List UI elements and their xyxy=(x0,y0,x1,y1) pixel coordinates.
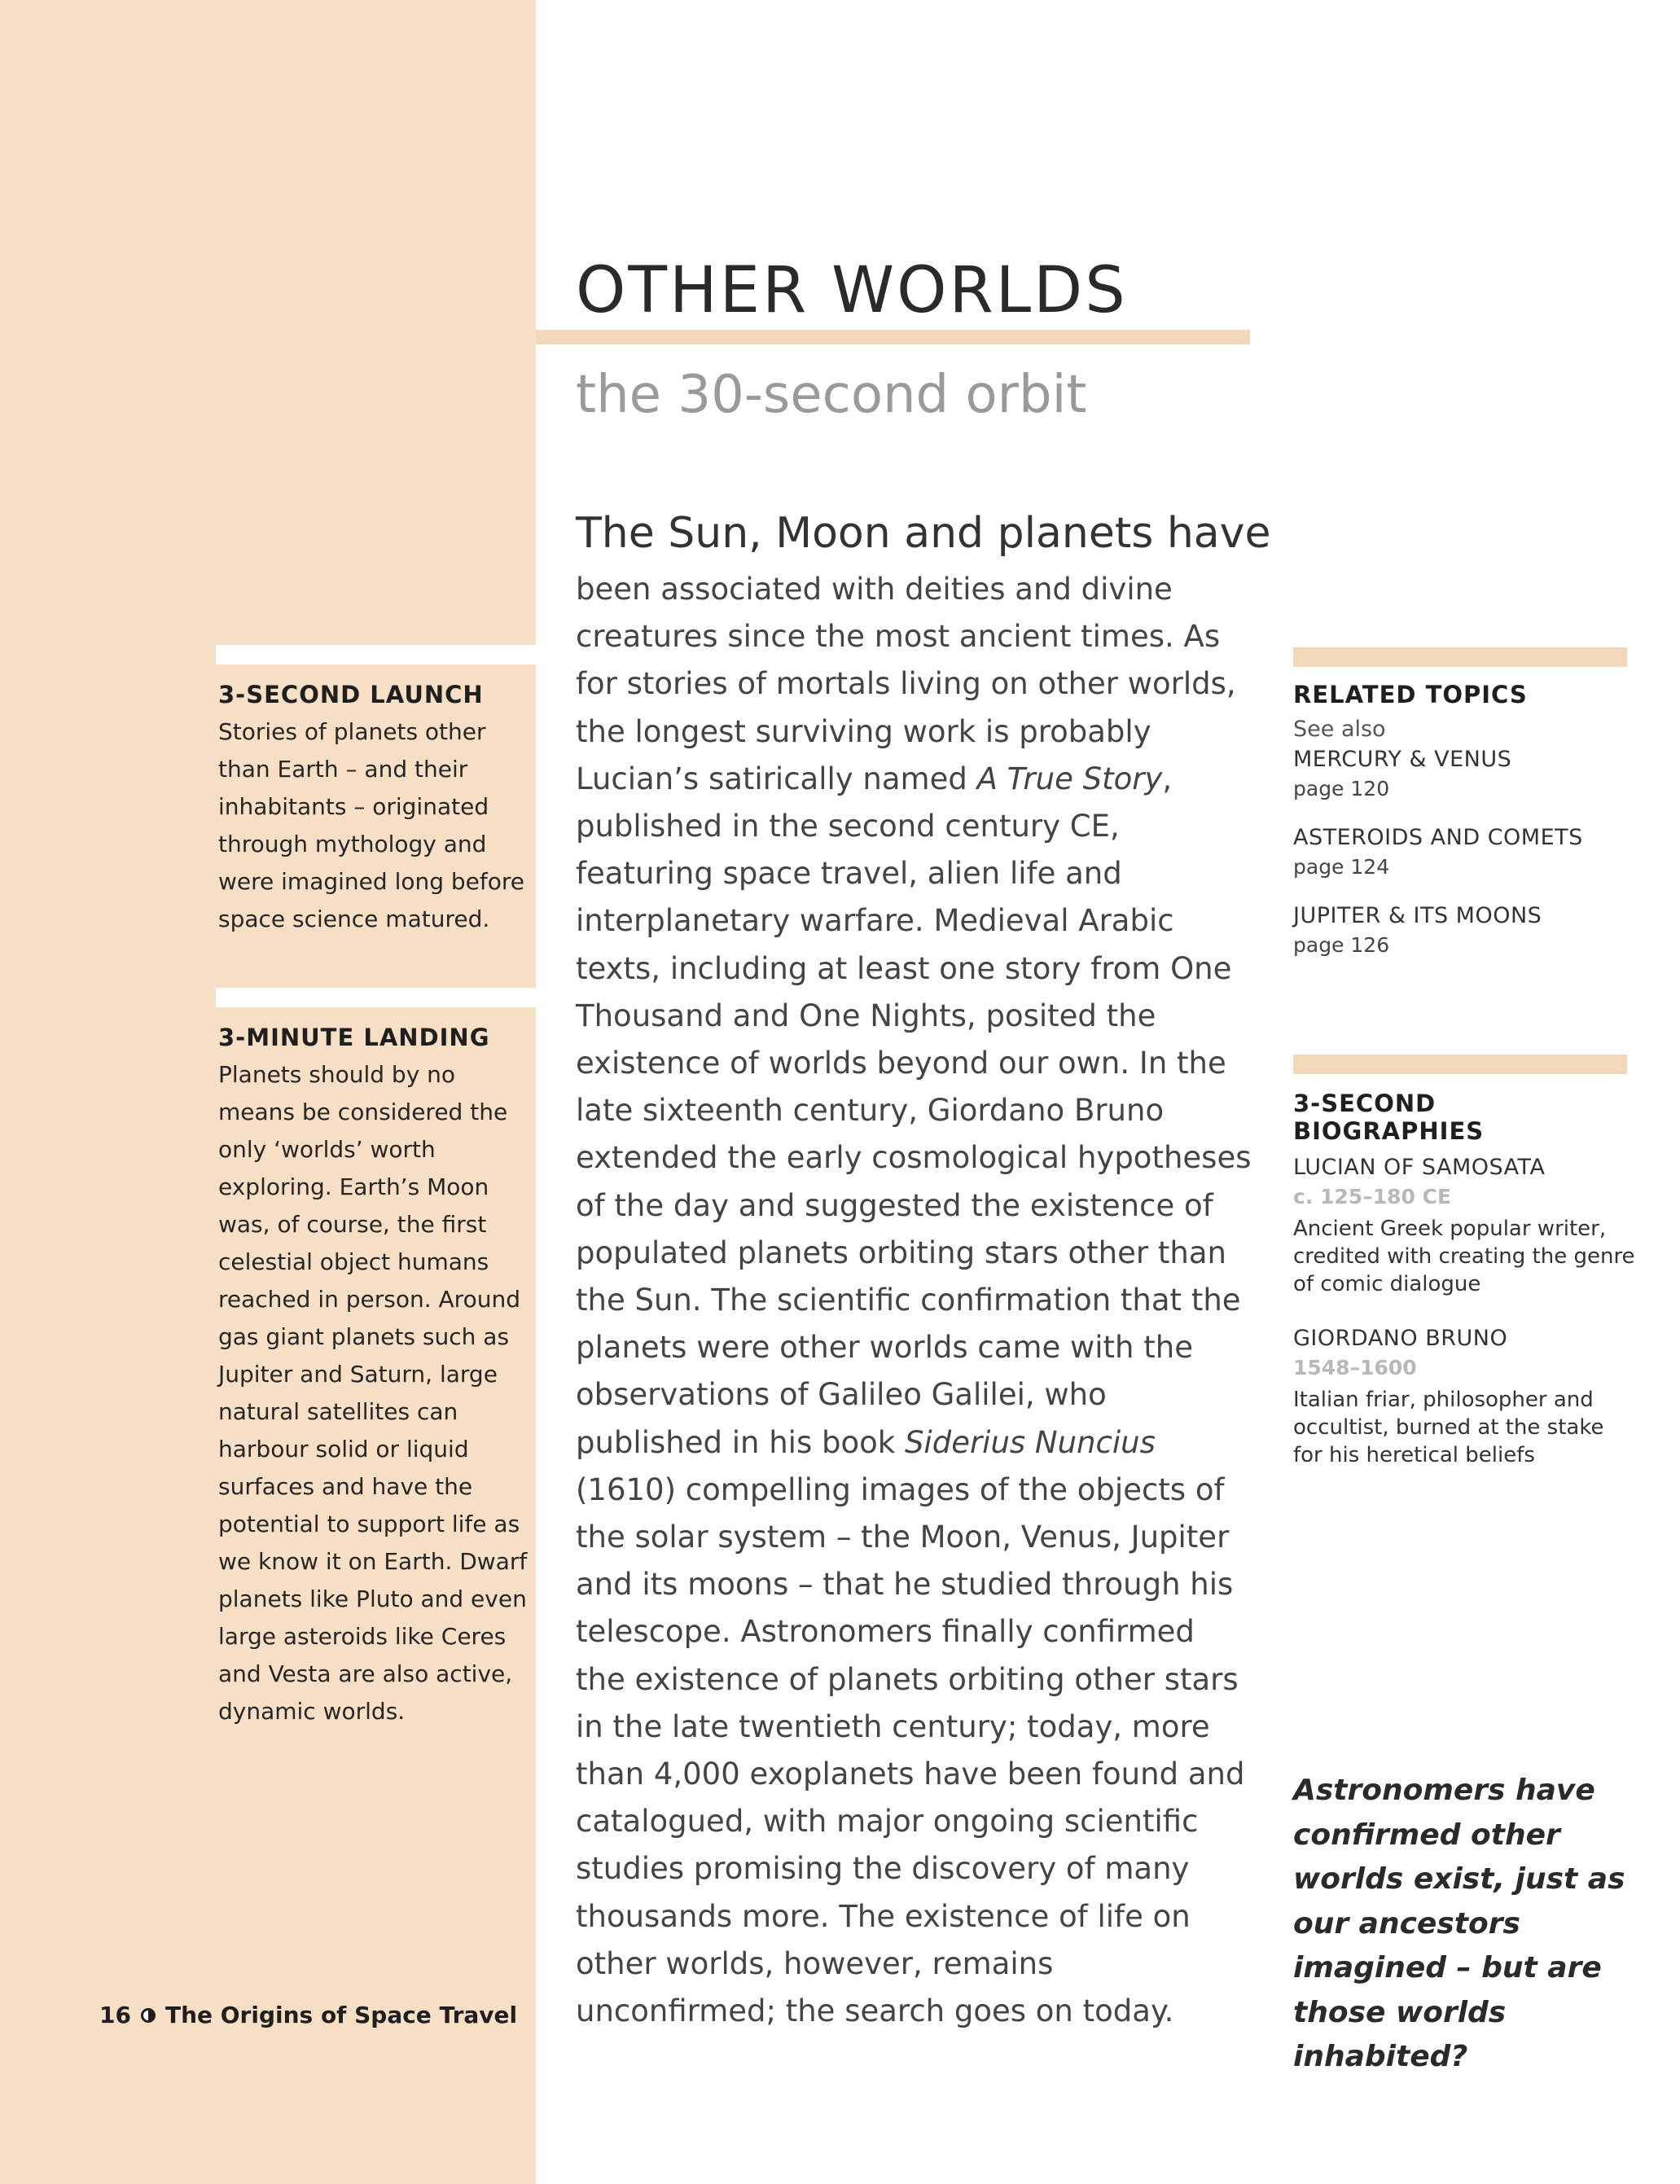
biography-name: LUCIAN OF SAMOSATA xyxy=(1293,1155,1546,1180)
launch-text: Stories of planets other than Earth – and their inhabitants – originated through mythology and were imagined long before space science matured. xyxy=(218,718,525,932)
related-topics-divider xyxy=(1293,647,1627,667)
main-body-text xyxy=(576,566,1252,2035)
landing-text: Planets should by no means be considered the only ‘worlds’ worth exploring. Earth’s Moon was, of course, the first celestial object humans reached in person. Around gas giant planets such as Jupiter and Saturn, large natural satellites can harbour solid or liquid surfaces and have the potential to support life as we know it on Earth. Dwarf planets like Pluto and even large asteroids like Ceres and Vesta are also active, dynamic worlds. xyxy=(218,1061,528,1725)
section-title: The Origins of Space Travel xyxy=(164,2002,518,2028)
half-circle-icon xyxy=(141,2008,156,2023)
body-part-2: , published in the second century CE, featuring space travel, alien life and interplanetary warfare. Medieval Arabic texts, including at least one story from One Thousand and One Nights, posited the existence of worlds beyond our own. In the late sixteenth century, Giordano Bruno extended the early cosmological hypotheses of the day and suggested the existence of populated planets orbiting stars other than the Sun. The scientific confirmation that the planets were other worlds came with the observations of Galileo Galilei, who published in his book xyxy=(576,761,1252,1460)
related-topic-name: ASTEROIDS AND COMETS xyxy=(1293,825,1583,850)
biography-name: GIORDANO BRUNO xyxy=(1293,1326,1508,1351)
biography-item xyxy=(1293,1155,1635,1298)
lead-sentence: The Sun, Moon and planets have xyxy=(576,509,1271,558)
related-topic-name: MERCURY & VENUS xyxy=(1293,747,1512,772)
biographies-divider xyxy=(1293,1055,1627,1074)
pull-quote: Astronomers have confirmed other worlds exist, just as our ancestors imagined – but are those worlds inhabited? xyxy=(1293,1774,1625,2073)
biographies-heading: 3-SECOND BIOGRAPHIES xyxy=(1293,1090,1485,1145)
related-topic-name: JUPITER & ITS MOONS xyxy=(1293,903,1542,928)
page-title: OTHER WORLDS xyxy=(576,254,1128,327)
page-number: 16 xyxy=(99,2002,131,2028)
biography-description: Ancient Greek popular writer, credited with creating the genre of comic dialogue xyxy=(1293,1217,1635,1296)
body-part-1: been associated with deities and divine creatures since the most ancient times. As for stories of mortals living on other worlds, the longest surviving work is probably Lucian’s satirically named xyxy=(576,572,1236,796)
related-topic-page: page 120 xyxy=(1293,777,1390,800)
book-title-siderius-nuncius: Siderius Nuncius xyxy=(904,1424,1156,1460)
biography-dates: 1548–1600 xyxy=(1293,1356,1417,1379)
related-topic-page: page 124 xyxy=(1293,855,1390,879)
see-also-label: See also xyxy=(1293,717,1386,742)
related-topic-page: page 126 xyxy=(1293,933,1390,957)
related-topic-item xyxy=(1293,747,1635,800)
three-second-launch xyxy=(218,681,528,938)
related-topics xyxy=(1293,681,1635,981)
biography-dates: c. 125–180 CE xyxy=(1293,1185,1452,1208)
related-topics-heading: RELATED TOPICS xyxy=(1293,681,1528,708)
body-part-3: (1610) compelling images of the objects of the solar system – the Moon, Venus, Jupiter and its moons – that he studied through his telescope. Astronomers finally confirmed the existence of planets orbiting other stars in the late twentieth century; today, more than 4,000 exoplanets have been found and catalogued, with major ongoing scientific studies promising the discovery of many thousands more. The existence of life on other worlds, however, remains unconfirmed; the search goes on today. xyxy=(576,1471,1245,2029)
launch-divider xyxy=(216,645,536,664)
page-footer xyxy=(99,2002,517,2028)
page-subtitle: the 30-second orbit xyxy=(576,365,1087,425)
landing-heading: 3-MINUTE LANDING xyxy=(218,1024,490,1051)
related-topic-item xyxy=(1293,825,1635,879)
landing-divider xyxy=(216,988,536,1007)
related-topic-item xyxy=(1293,903,1635,957)
three-minute-landing xyxy=(218,1024,528,1730)
book-title-true-story: A True Story xyxy=(976,761,1163,796)
title-rule xyxy=(536,330,1250,344)
launch-heading: 3-SECOND LAUNCH xyxy=(218,681,484,708)
biography-item xyxy=(1293,1326,1635,1469)
three-second-biographies xyxy=(1293,1090,1635,1497)
biography-description: Italian friar, philosopher and occultist, burned at the stake for his heretical beliefs xyxy=(1293,1388,1604,1467)
